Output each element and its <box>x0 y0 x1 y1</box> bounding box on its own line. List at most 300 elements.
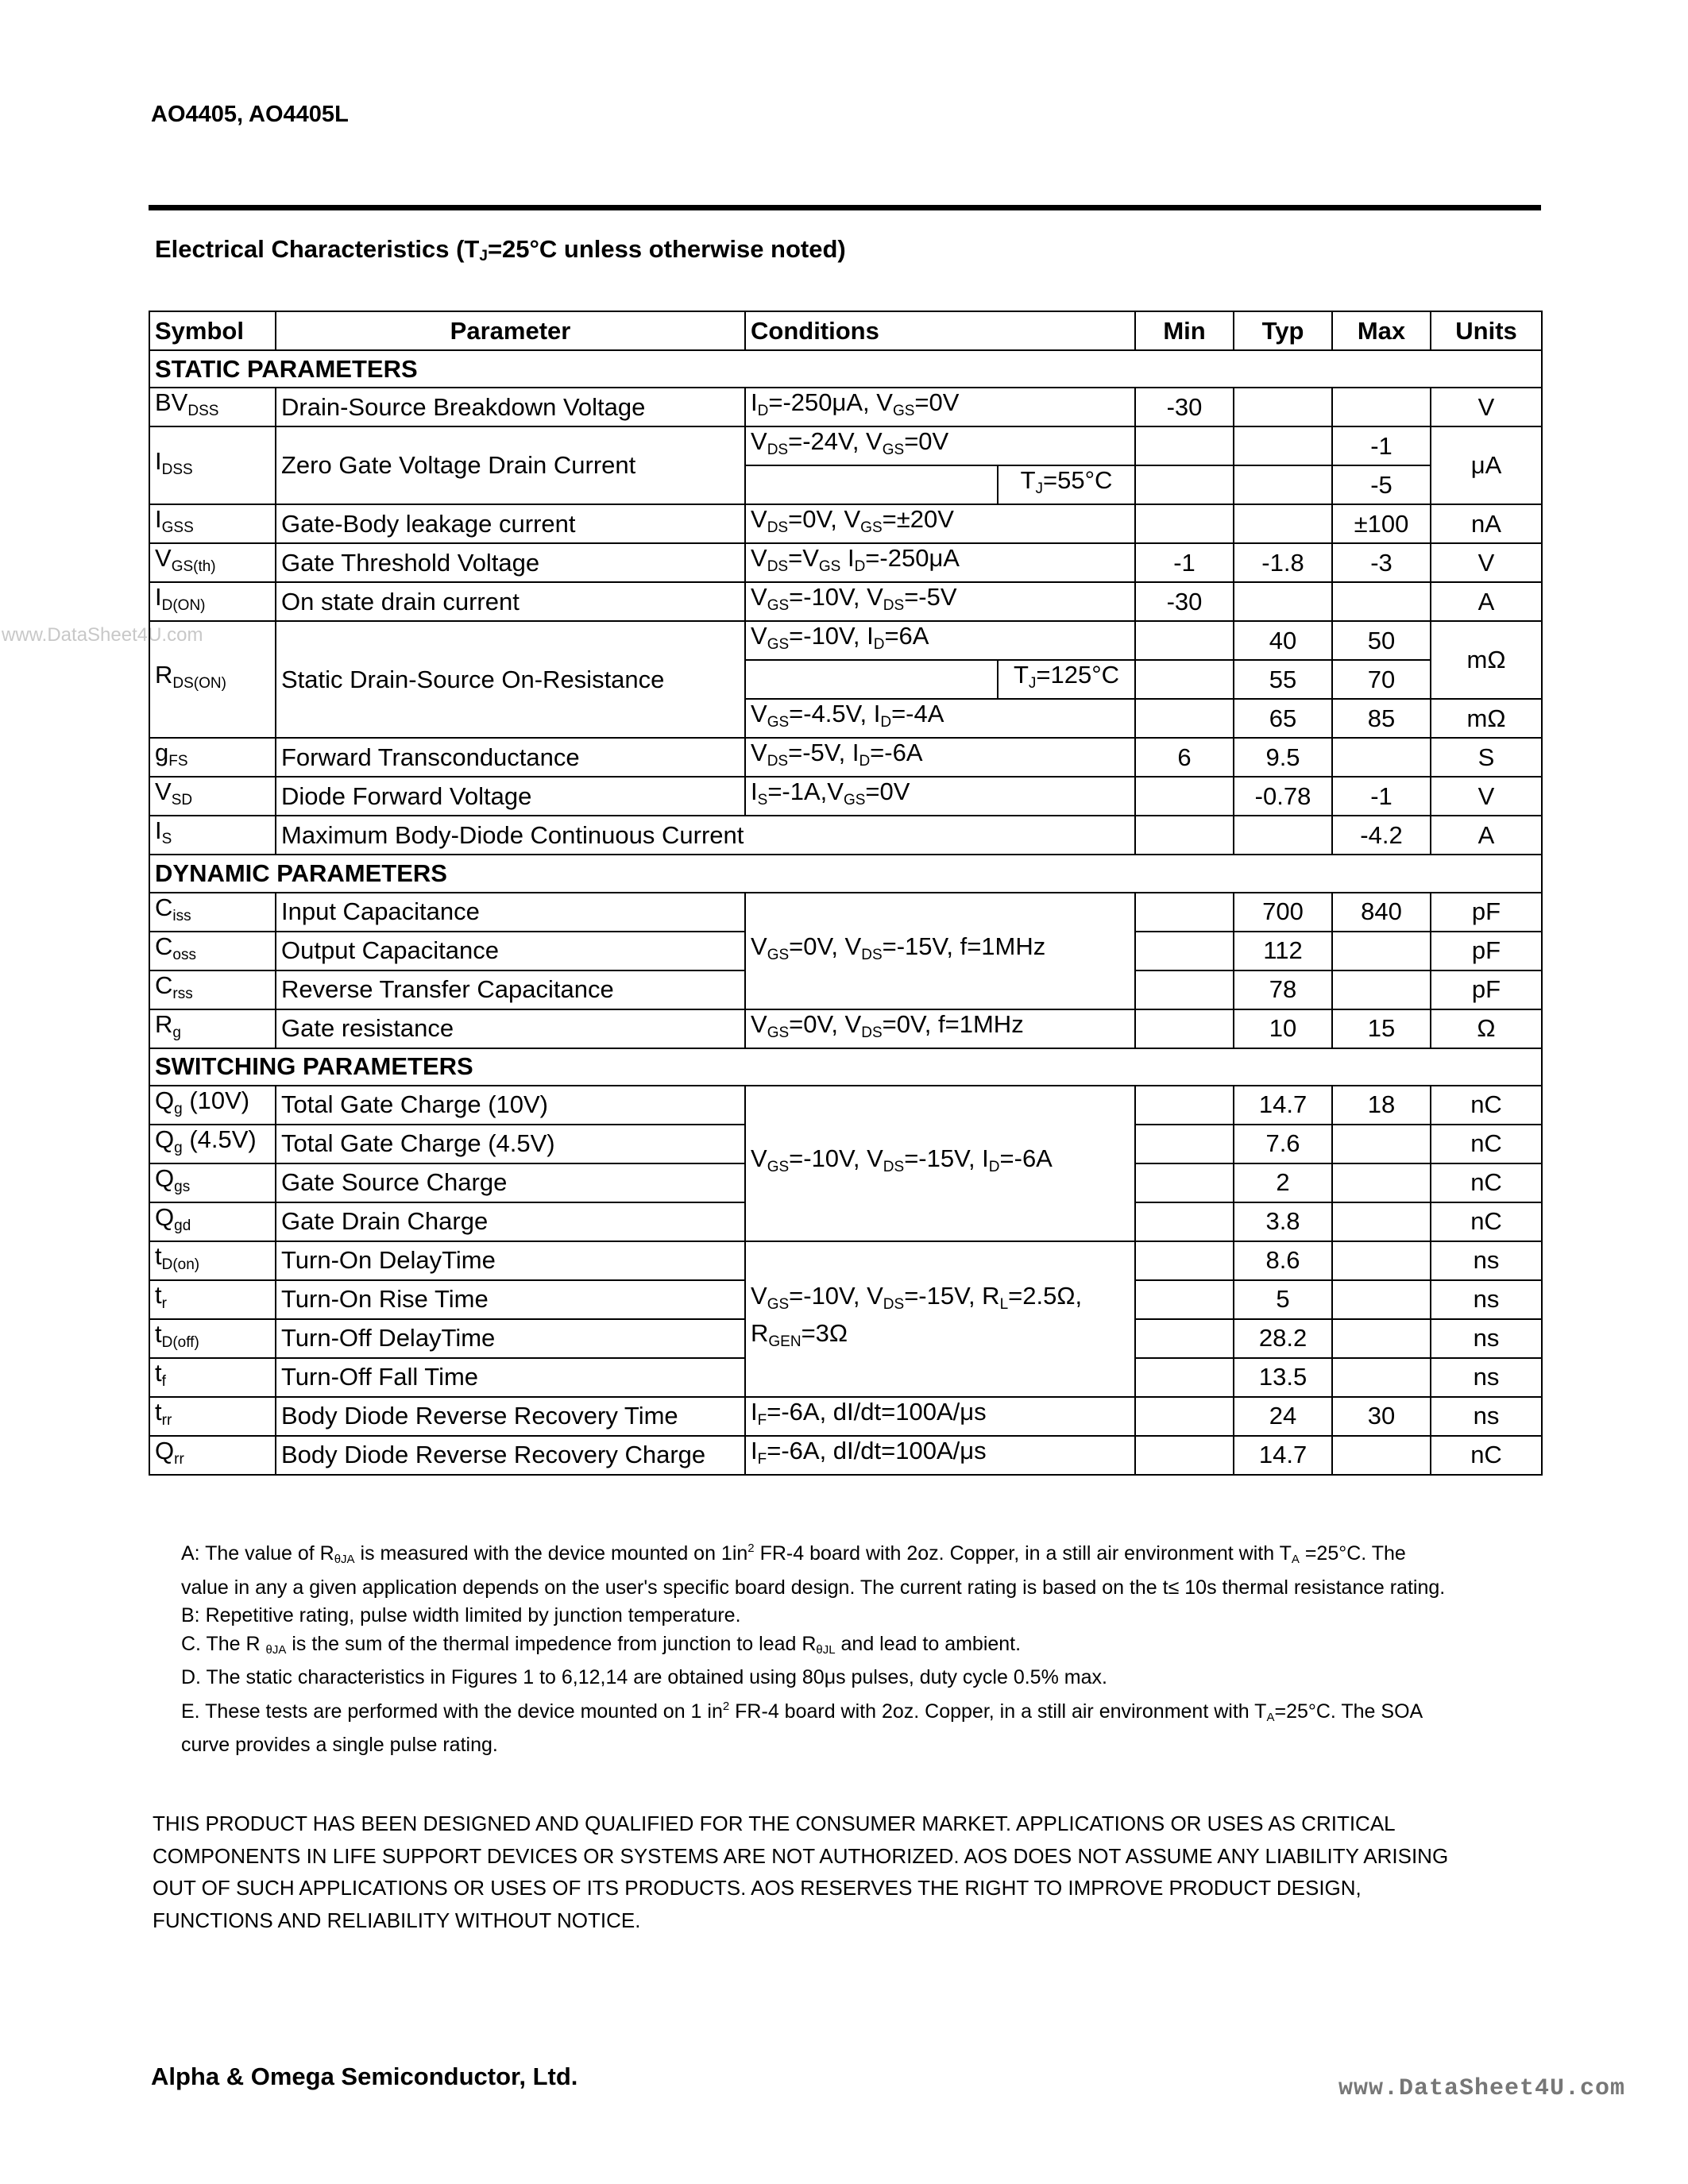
symbol-cell <box>149 504 276 543</box>
parameter-cell: Turn-On DelayTime <box>276 1241 745 1280</box>
watermark-right: www.DataSheet4U.com <box>1338 2075 1626 2102</box>
units-cell: mΩ <box>1431 699 1542 738</box>
symbol: R <box>155 1009 173 1038</box>
symbol: I <box>155 446 162 475</box>
subscript-text: DS <box>767 442 789 459</box>
parameter-cell: Gate-Body leakage current <box>276 504 745 543</box>
symbol-suffix: (4.5V) <box>182 1125 257 1153</box>
condition-text: =-1A,V <box>767 778 844 806</box>
symbol-sub: rr <box>161 1411 172 1429</box>
subscript-text: D <box>988 1159 1000 1176</box>
symbol-sub: gd <box>174 1217 191 1234</box>
symbol: t <box>155 1397 162 1426</box>
note-text: E. These tests are performed with the device mounted on 1 in <box>181 1700 723 1723</box>
condition-text: V <box>751 544 767 573</box>
min-cell <box>1135 1125 1234 1163</box>
condition-text: V <box>751 1144 767 1173</box>
parameter-cell: Zero Gate Voltage Drain Current <box>276 426 745 504</box>
max-cell <box>1332 388 1431 426</box>
units-cell: pF <box>1431 932 1542 970</box>
condition-text: =-15V, f=1MHz <box>882 932 1046 960</box>
condition-text: =-6A <box>870 739 923 767</box>
note-text: =25°C. The <box>1299 1542 1406 1565</box>
conditions-tj-cell <box>998 660 1135 699</box>
note-script-text: θJL <box>816 1642 836 1657</box>
symbol-sub: D(ON) <box>161 597 206 615</box>
table-title-prefix: Electrical Characteristics (T <box>155 235 480 263</box>
section-dynamic: DYNAMIC PARAMETERS <box>149 855 1542 892</box>
subscript-text: D <box>873 636 885 654</box>
condition-text: =3Ω <box>801 1318 848 1347</box>
symbol-cell <box>149 1125 276 1163</box>
condition-text: =0V, V <box>789 1009 862 1038</box>
max-cell <box>1332 1241 1431 1280</box>
symbol-cell <box>149 426 276 504</box>
subscript-text: GS <box>860 519 883 537</box>
table-row <box>149 1241 1542 1280</box>
min-cell: -1 <box>1135 543 1234 582</box>
units-cell: nC <box>1431 1436 1542 1475</box>
symbol-sub: GSS <box>161 519 194 537</box>
typ-cell: 3.8 <box>1234 1202 1332 1241</box>
subscript-text: L <box>999 1295 1009 1313</box>
symbol-sub: DSS <box>187 403 219 420</box>
note-text: =25°C. The SOA <box>1274 1700 1423 1723</box>
symbol: C <box>155 970 173 999</box>
note-text: C. The R <box>181 1632 266 1655</box>
symbol-cell <box>149 1436 276 1475</box>
table-row <box>149 816 1542 855</box>
condition-text: I <box>751 388 758 417</box>
min-cell <box>1135 970 1234 1009</box>
typ-cell <box>1234 504 1332 543</box>
max-cell: 30 <box>1332 1397 1431 1436</box>
units-cell: nC <box>1431 1163 1542 1202</box>
condition-text: =V <box>788 544 819 573</box>
condition-text: =0V, f=1MHz <box>882 1009 1024 1038</box>
typ-cell: 9.5 <box>1234 738 1332 777</box>
symbol-cell <box>149 621 276 738</box>
typ-cell: 55 <box>1234 660 1332 699</box>
max-cell <box>1332 1280 1431 1319</box>
units-cell: pF <box>1431 893 1542 932</box>
symbol-sub: rss <box>172 985 193 1002</box>
symbol: t <box>155 1241 162 1270</box>
subscript-text: GS <box>767 1295 790 1313</box>
min-cell <box>1135 426 1234 465</box>
subscript-text: GS <box>767 636 790 654</box>
symbol-cell <box>149 932 276 970</box>
condition-text: =-4A <box>891 700 944 728</box>
tj-sub: J <box>1028 675 1037 693</box>
typ-cell <box>1234 388 1332 426</box>
symbol-sub: D(off) <box>161 1333 199 1351</box>
condition-text: V <box>751 427 767 456</box>
min-cell: -30 <box>1135 582 1234 621</box>
typ-cell <box>1234 465 1332 504</box>
parameter-cell: Gate Drain Charge <box>276 1202 745 1241</box>
min-cell <box>1135 660 1234 699</box>
col-parameter: Parameter <box>276 311 745 350</box>
symbol: Q <box>155 1125 175 1153</box>
min-cell <box>1135 504 1234 543</box>
subscript-text: DS <box>767 558 789 576</box>
condition-text: I <box>751 1436 758 1464</box>
symbol-cell <box>149 738 276 777</box>
tj-sub: J <box>1035 480 1044 498</box>
symbol: I <box>155 505 162 534</box>
max-cell: 18 <box>1332 1086 1431 1125</box>
disclaimer-line: THIS PRODUCT HAS BEEN DESIGNED AND QUALIFIED FOR THE CONSUMER MARKET. APPLICATIONS OR USES AS CRITICAL <box>153 1812 1396 1835</box>
condition-text: I <box>751 1397 758 1426</box>
subscript-text: GS <box>843 792 866 809</box>
symbol-sub: FS <box>168 753 188 770</box>
parameter-cell: Drain-Source Breakdown Voltage <box>276 388 745 426</box>
parameter-cell: Gate resistance <box>276 1009 745 1048</box>
symbol: t <box>155 1280 162 1309</box>
condition-text: =-10V, V <box>789 1281 883 1310</box>
max-cell: 15 <box>1332 1009 1431 1048</box>
symbol: Q <box>155 1436 175 1464</box>
conditions-cell <box>745 699 1135 738</box>
typ-cell: 7.6 <box>1234 1125 1332 1163</box>
subscript-text: GS <box>767 1024 790 1041</box>
symbol-cell <box>149 1163 276 1202</box>
subscript-text: D <box>880 714 892 731</box>
disclaimer-line: COMPONENTS IN LIFE SUPPORT DEVICES OR SYSTEMS ARE NOT AUTHORIZED. AOS DOES NOT ASSUME ANY LIABILITY ARISING <box>153 1843 1449 1868</box>
min-cell <box>1135 465 1234 504</box>
condition-text: =-15V, I <box>904 1144 989 1173</box>
symbol: C <box>155 932 173 960</box>
condition-text: V <box>751 1009 767 1038</box>
symbol-sub: D(on) <box>161 1256 200 1273</box>
col-typ: Typ <box>1234 311 1332 350</box>
subscript-text: GS <box>892 403 915 420</box>
typ-cell: 40 <box>1234 621 1332 660</box>
min-cell <box>1135 1202 1234 1241</box>
symbol-sub: oss <box>172 946 196 963</box>
symbol: C <box>155 893 173 921</box>
max-cell <box>1332 970 1431 1009</box>
conditions-cell <box>745 543 1135 582</box>
subscript-text: GS <box>767 714 790 731</box>
conditions-cell <box>745 1397 1135 1436</box>
max-cell <box>1332 1436 1431 1475</box>
symbol: t <box>155 1358 162 1387</box>
symbol: V <box>155 544 172 573</box>
units-cell: nC <box>1431 1202 1542 1241</box>
units-cell: nA <box>1431 504 1542 543</box>
subscript-text: DS <box>883 1159 905 1176</box>
conditions-tj-cell <box>998 465 1135 504</box>
conditions-cell <box>745 777 1135 816</box>
typ-cell: 24 <box>1234 1397 1332 1436</box>
table-row <box>149 504 1542 543</box>
condition-text: =2.5Ω, <box>1008 1281 1083 1310</box>
condition-text: =-10V, V <box>789 1144 883 1173</box>
min-cell: -30 <box>1135 388 1234 426</box>
condition-text: =-24V, V <box>788 427 883 456</box>
units-cell: S <box>1431 738 1542 777</box>
subscript-text: GS <box>767 1159 790 1176</box>
subscript-text: GEN <box>768 1333 802 1350</box>
symbol-cell <box>149 1358 276 1397</box>
units-cell: V <box>1431 543 1542 582</box>
conditions-line-2 <box>751 1319 1130 1356</box>
note-a-line-1 <box>181 1534 1532 1574</box>
symbol-sub: g <box>174 1139 183 1156</box>
note-a-line-2: value in any a given application depends on the user's specific board design. The current rating is based on the t≤ 10s thermal resistance rating. <box>181 1576 1446 1599</box>
condition-text: V <box>751 700 767 728</box>
conditions-cell <box>745 893 1135 1009</box>
note-text: A: The value of R <box>181 1542 334 1565</box>
min-cell <box>1135 621 1234 660</box>
symbol-cell <box>149 816 276 855</box>
table-title <box>155 235 846 265</box>
units-cell: mΩ <box>1431 621 1542 699</box>
note-text: is measured with the device mounted on 1in <box>354 1542 748 1565</box>
note-text: is the sum of the thermal impedence from junction to lead R <box>286 1632 817 1655</box>
parameter-cell: Turn-Off DelayTime <box>276 1319 745 1358</box>
table-row <box>149 621 1542 660</box>
symbol: BV <box>155 388 188 417</box>
symbol-suffix: (10V) <box>182 1086 250 1114</box>
parameter-cell: Forward Transconductance <box>276 738 745 777</box>
symbol-cell <box>149 1280 276 1319</box>
typ-cell: 5 <box>1234 1280 1332 1319</box>
typ-cell: -0.78 <box>1234 777 1332 816</box>
condition-text: V <box>751 505 767 534</box>
conditions-cell <box>745 1241 1135 1397</box>
condition-text: V <box>751 739 767 767</box>
note-c <box>181 1630 1532 1665</box>
typ-cell: 14.7 <box>1234 1086 1332 1125</box>
condition-text: =-15V, R <box>904 1281 1000 1310</box>
min-cell <box>1135 893 1234 932</box>
col-symbol: Symbol <box>149 311 276 350</box>
watermark-left: www.DataSheet4U.com <box>2 624 203 646</box>
typ-cell <box>1234 816 1332 855</box>
note-e-line-1 <box>181 1692 1532 1732</box>
parameter-cell: Total Gate Charge (4.5V) <box>276 1125 745 1163</box>
max-cell: -4.2 <box>1332 816 1431 855</box>
conditions-cell <box>745 504 1135 543</box>
symbol-sub: f <box>161 1372 166 1390</box>
note-script-text: 2 <box>722 1699 730 1713</box>
condition-text: =-6A, dI/dt=100A/μs <box>767 1436 987 1464</box>
units-cell: ns <box>1431 1280 1542 1319</box>
subscript-text: GS <box>767 946 790 963</box>
condition-text: =±20V <box>882 505 954 534</box>
typ-cell: 78 <box>1234 970 1332 1009</box>
table-row <box>149 893 1542 932</box>
parameter-cell: Diode Forward Voltage <box>276 777 745 816</box>
min-cell <box>1135 1009 1234 1048</box>
tj-symbol: T <box>1020 466 1036 495</box>
max-cell: 840 <box>1332 893 1431 932</box>
parameter-cell: Body Diode Reverse Recovery Time <box>276 1397 745 1436</box>
max-cell <box>1332 1163 1431 1202</box>
min-cell <box>1135 1241 1234 1280</box>
disclaimer-line: OUT OF SUCH APPLICATIONS OR USES OF ITS PRODUCTS. AOS RESERVES THE RIGHT TO IMPROVE PRODUCT DESIGN, <box>153 1876 1362 1900</box>
conditions-line-1 <box>751 1282 1130 1319</box>
units-cell: μA <box>1431 426 1542 504</box>
table-row <box>149 1086 1542 1125</box>
condition-text: =0V <box>914 388 960 417</box>
symbol: R <box>155 661 173 689</box>
subscript-text: GS <box>882 442 905 459</box>
symbol-cell <box>149 777 276 816</box>
condition-text: =-4.5V, I <box>789 700 881 728</box>
typ-cell: 65 <box>1234 699 1332 738</box>
typ-cell: 10 <box>1234 1009 1332 1048</box>
units-cell: V <box>1431 777 1542 816</box>
min-cell <box>1135 1319 1234 1358</box>
disclaimer <box>153 1808 1448 1936</box>
section-row <box>149 1048 1542 1086</box>
subscript-text: D <box>854 558 866 576</box>
symbol-cell <box>149 1319 276 1358</box>
section-row <box>149 350 1542 388</box>
table-row <box>149 1397 1542 1436</box>
parameter-cell: Maximum Body-Diode Continuous Current <box>276 816 1135 855</box>
col-conditions: Conditions <box>745 311 1135 350</box>
subscript-text: D <box>859 753 871 770</box>
condition-text: =0V <box>865 778 910 806</box>
max-cell <box>1332 738 1431 777</box>
condition-text: =-10V, I <box>789 622 874 650</box>
symbol: g <box>155 739 169 767</box>
symbol-sub: SD <box>171 792 193 809</box>
conditions-cell-blank <box>745 660 998 699</box>
min-cell <box>1135 777 1234 816</box>
max-cell: -1 <box>1332 777 1431 816</box>
conditions-cell <box>745 426 1135 465</box>
symbol-sub: g <box>172 1024 181 1041</box>
table-header-row <box>149 311 1542 350</box>
subscript-text: GS <box>767 597 790 615</box>
min-cell <box>1135 1086 1234 1125</box>
section-static: STATIC PARAMETERS <box>149 350 1542 388</box>
tj-symbol: T <box>1013 661 1029 689</box>
typ-cell <box>1234 582 1332 621</box>
typ-cell: 8.6 <box>1234 1241 1332 1280</box>
max-cell: ±100 <box>1332 504 1431 543</box>
symbol-cell <box>149 1086 276 1125</box>
tj-value: =125°C <box>1036 661 1120 689</box>
symbol-cell <box>149 970 276 1009</box>
symbol-sub: DS(ON) <box>172 675 226 693</box>
document-title: AO4405, AO4405L <box>151 102 349 127</box>
parameter-cell: Output Capacitance <box>276 932 745 970</box>
typ-cell: 2 <box>1234 1163 1332 1202</box>
condition-text: V <box>751 583 767 612</box>
symbol-sub: rr <box>174 1450 184 1468</box>
table-title-sub: J <box>479 248 488 264</box>
max-cell <box>1332 582 1431 621</box>
note-text: FR-4 board with 2oz. Copper, in a still air environment with T <box>729 1700 1267 1723</box>
max-cell: 70 <box>1332 660 1431 699</box>
units-cell: ns <box>1431 1358 1542 1397</box>
footer-company: Alpha & Omega Semiconductor, Ltd. <box>151 2062 578 2090</box>
max-cell <box>1332 1319 1431 1358</box>
subscript-text: DS <box>883 1295 905 1313</box>
header-divider <box>149 205 1541 210</box>
section-row <box>149 855 1542 892</box>
table-row <box>149 543 1542 582</box>
units-cell: V <box>1431 388 1542 426</box>
note-text: FR-4 board with 2oz. Copper, in a still air environment with T <box>754 1542 1292 1565</box>
condition-text: =0V, V <box>788 505 861 534</box>
symbol-sub: gs <box>174 1178 191 1195</box>
symbol-cell <box>149 582 276 621</box>
note-script-text: θJA <box>265 1642 287 1657</box>
conditions-cell <box>745 1009 1135 1048</box>
units-cell: nC <box>1431 1125 1542 1163</box>
subscript-text: DS <box>861 1024 883 1041</box>
parameter-cell: Gate Threshold Voltage <box>276 543 745 582</box>
units-cell: nC <box>1431 1086 1542 1125</box>
max-cell: -1 <box>1332 426 1431 465</box>
parameter-cell: Total Gate Charge (10V) <box>276 1086 745 1125</box>
conditions-cell <box>745 1086 1135 1241</box>
col-max: Max <box>1332 311 1431 350</box>
parameter-cell: Gate Source Charge <box>276 1163 745 1202</box>
subscript-text: GS <box>818 558 841 576</box>
note-script-text: A <box>1266 1710 1275 1724</box>
symbol-cell <box>149 388 276 426</box>
subscript-text: F <box>757 1450 767 1468</box>
table-row <box>149 1009 1542 1048</box>
condition-text: V <box>751 622 767 650</box>
symbol: Q <box>155 1202 175 1231</box>
conditions-cell <box>745 738 1135 777</box>
min-cell <box>1135 1436 1234 1475</box>
typ-cell: 700 <box>1234 893 1332 932</box>
symbol: V <box>155 778 172 806</box>
conditions-cell <box>745 621 1135 660</box>
condition-text: I <box>840 544 855 573</box>
symbol-cell <box>149 1241 276 1280</box>
units-cell: A <box>1431 816 1542 855</box>
symbol: Q <box>155 1086 175 1114</box>
units-cell: pF <box>1431 970 1542 1009</box>
min-cell <box>1135 699 1234 738</box>
symbol-sub: g <box>174 1100 183 1117</box>
min-cell <box>1135 1397 1234 1436</box>
min-cell <box>1135 816 1234 855</box>
table-row <box>149 426 1542 465</box>
table-row <box>149 582 1542 621</box>
condition-text: =-250μA, V <box>768 388 893 417</box>
note-script-text: A <box>1291 1553 1300 1566</box>
max-cell <box>1332 1202 1431 1241</box>
symbol-cell <box>149 1397 276 1436</box>
symbol: t <box>155 1319 162 1348</box>
condition-text: I <box>751 778 758 806</box>
condition-text: V <box>751 932 767 960</box>
parameter-cell: Turn-On Rise Time <box>276 1280 745 1319</box>
parameter-cell: Reverse Transfer Capacitance <box>276 970 745 1009</box>
symbol: Q <box>155 1163 175 1192</box>
max-cell: -3 <box>1332 543 1431 582</box>
condition-text: =6A <box>884 622 929 650</box>
max-cell: 85 <box>1332 699 1431 738</box>
tj-value: =55°C <box>1043 466 1113 495</box>
subscript-text: D <box>757 403 769 420</box>
max-cell <box>1332 1125 1431 1163</box>
parameter-cell: Input Capacitance <box>276 893 745 932</box>
